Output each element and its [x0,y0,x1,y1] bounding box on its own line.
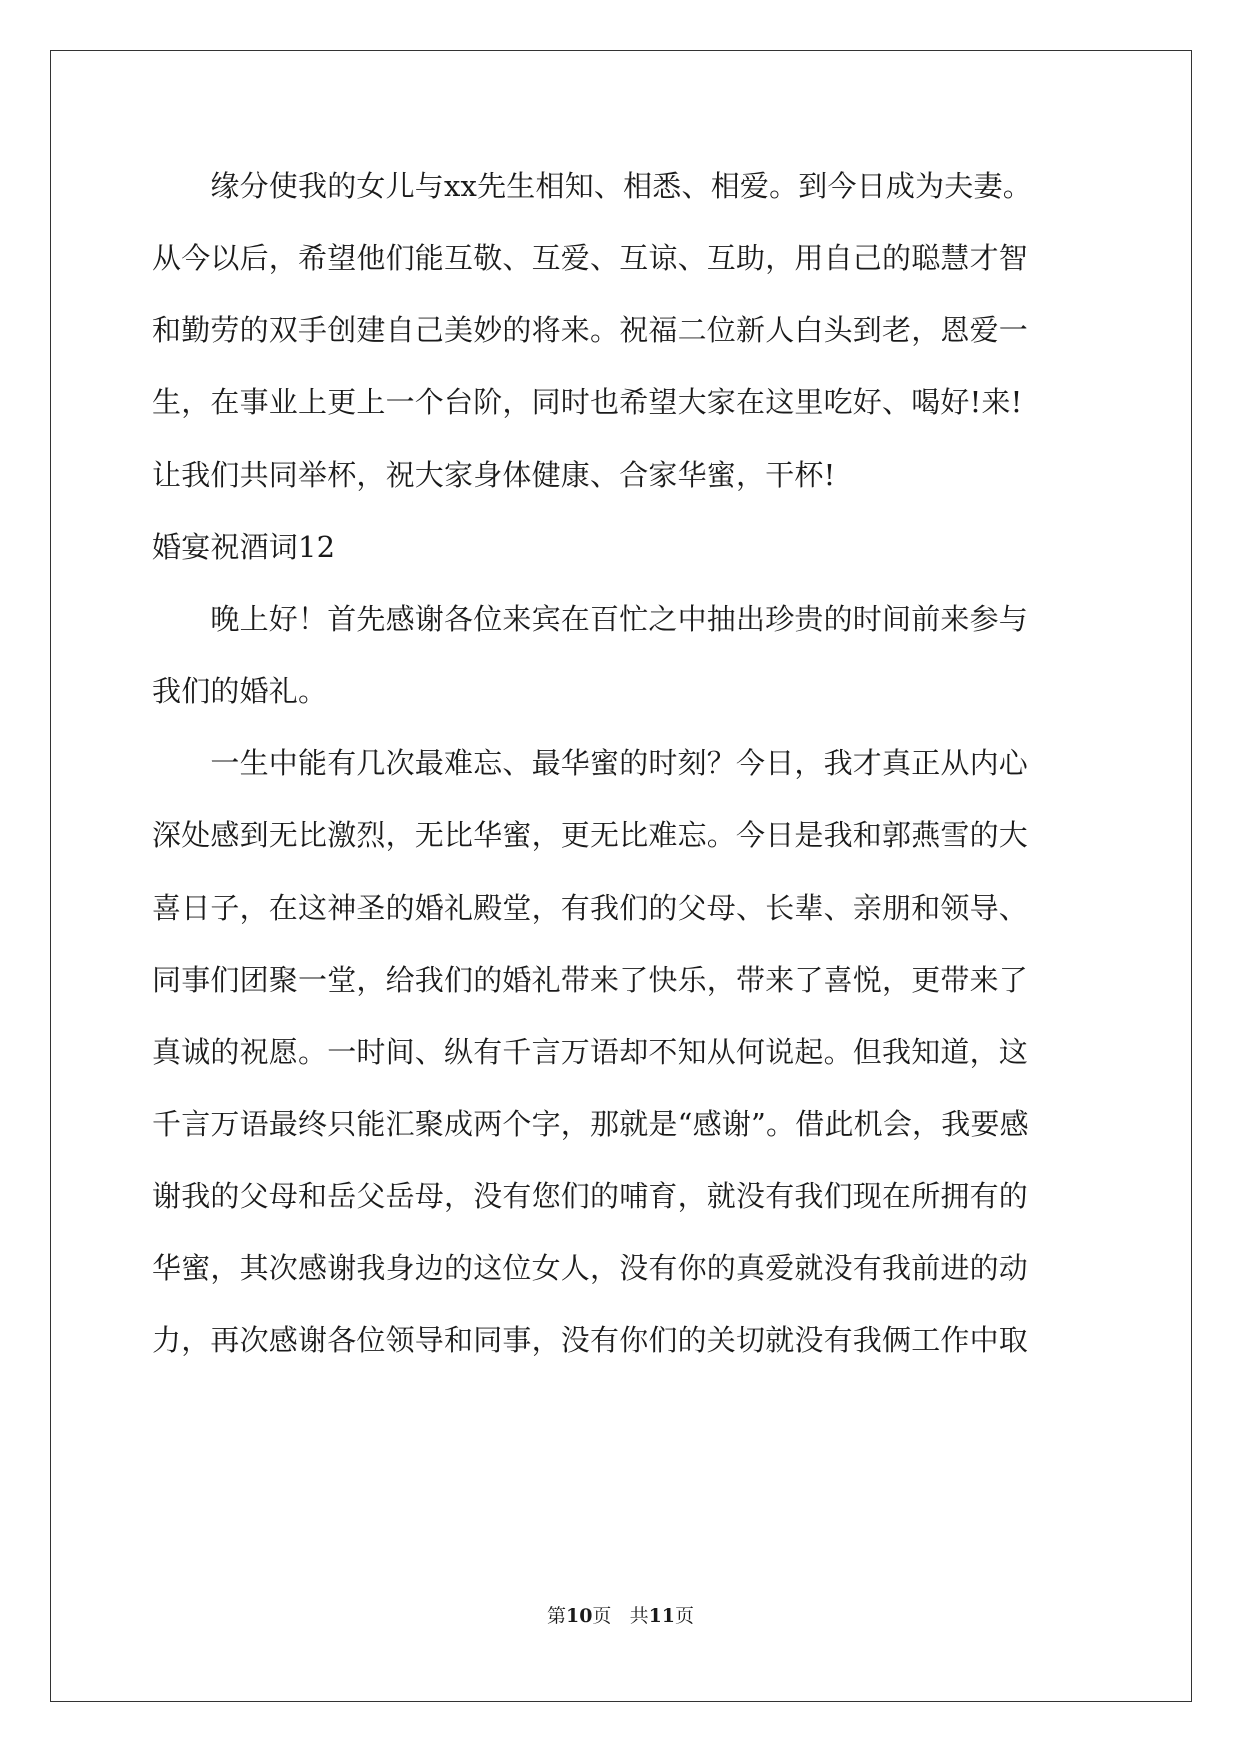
page-border [50,50,1192,1702]
body-line: 同事们团聚一堂，给我们的婚礼带来了快乐，带来了喜悦，更带来了 [152,963,1029,997]
body-line: 让我们共同举杯，祝大家身体健康、合家华蜜，干杯! [152,458,836,492]
page-footer [0,1604,1241,1628]
body-line: 晚上好！首先感谢各位来宾在百忙之中抽出珍贵的时间前来参与 [152,602,1029,636]
current-page-number: 10 [565,1605,593,1627]
body-line: 真诚的祝愿。一时间、纵有千言万语却不知从何说起。但我知道，这 [152,1035,1029,1069]
footer-total-prefix: 共 [629,1605,649,1627]
footer-prefix: 第 [546,1605,566,1627]
footer-page-word: 页 [592,1605,612,1627]
body-line: 生，在事业上更上一个台阶，同时也希望大家在这里吃好、喝好!来! [152,385,1023,419]
body-line: 华蜜，其次感谢我身边的这位女人，没有你的真爱就没有我前进的动 [152,1251,1029,1285]
body-line: 千言万语最终只能汇聚成两个字，那就是“感谢”。借此机会，我要感 [152,1107,1029,1141]
section-heading: 婚宴祝酒词12 [152,530,336,564]
body-line: 一生中能有几次最难忘、最华蜜的时刻？今日，我才真正从内心 [152,746,1029,780]
body-line: 我们的婚礼。 [152,674,328,708]
body-line: 深处感到无比激烈，无比华蜜，更无比难忘。今日是我和郭燕雪的大 [152,818,1029,852]
body-line: 和勤劳的双手创建自己美妙的将来。祝福二位新人白头到老，恩爱一 [152,313,1029,347]
body-line: 从今以后，希望他们能互敬、互爱、互谅、互助，用自己的聪慧才智 [152,241,1029,275]
total-pages-number: 11 [648,1605,676,1627]
body-line: 谢我的父母和岳父岳母，没有您们的哺育，就没有我们现在所拥有的 [152,1179,1029,1213]
body-line: 力，再次感谢各位领导和同事，没有你们的关切就没有我俩工作中取 [152,1323,1029,1357]
body-line: 喜日子，在这神圣的婚礼殿堂，有我们的父母、长辈、亲朋和领导、 [152,891,1029,925]
body-line: 缘分使我的女儿与xx先生相知、相悉、相爱。到今日成为夫妻。 [152,169,1032,203]
footer-total-suffix: 页 [675,1605,695,1627]
